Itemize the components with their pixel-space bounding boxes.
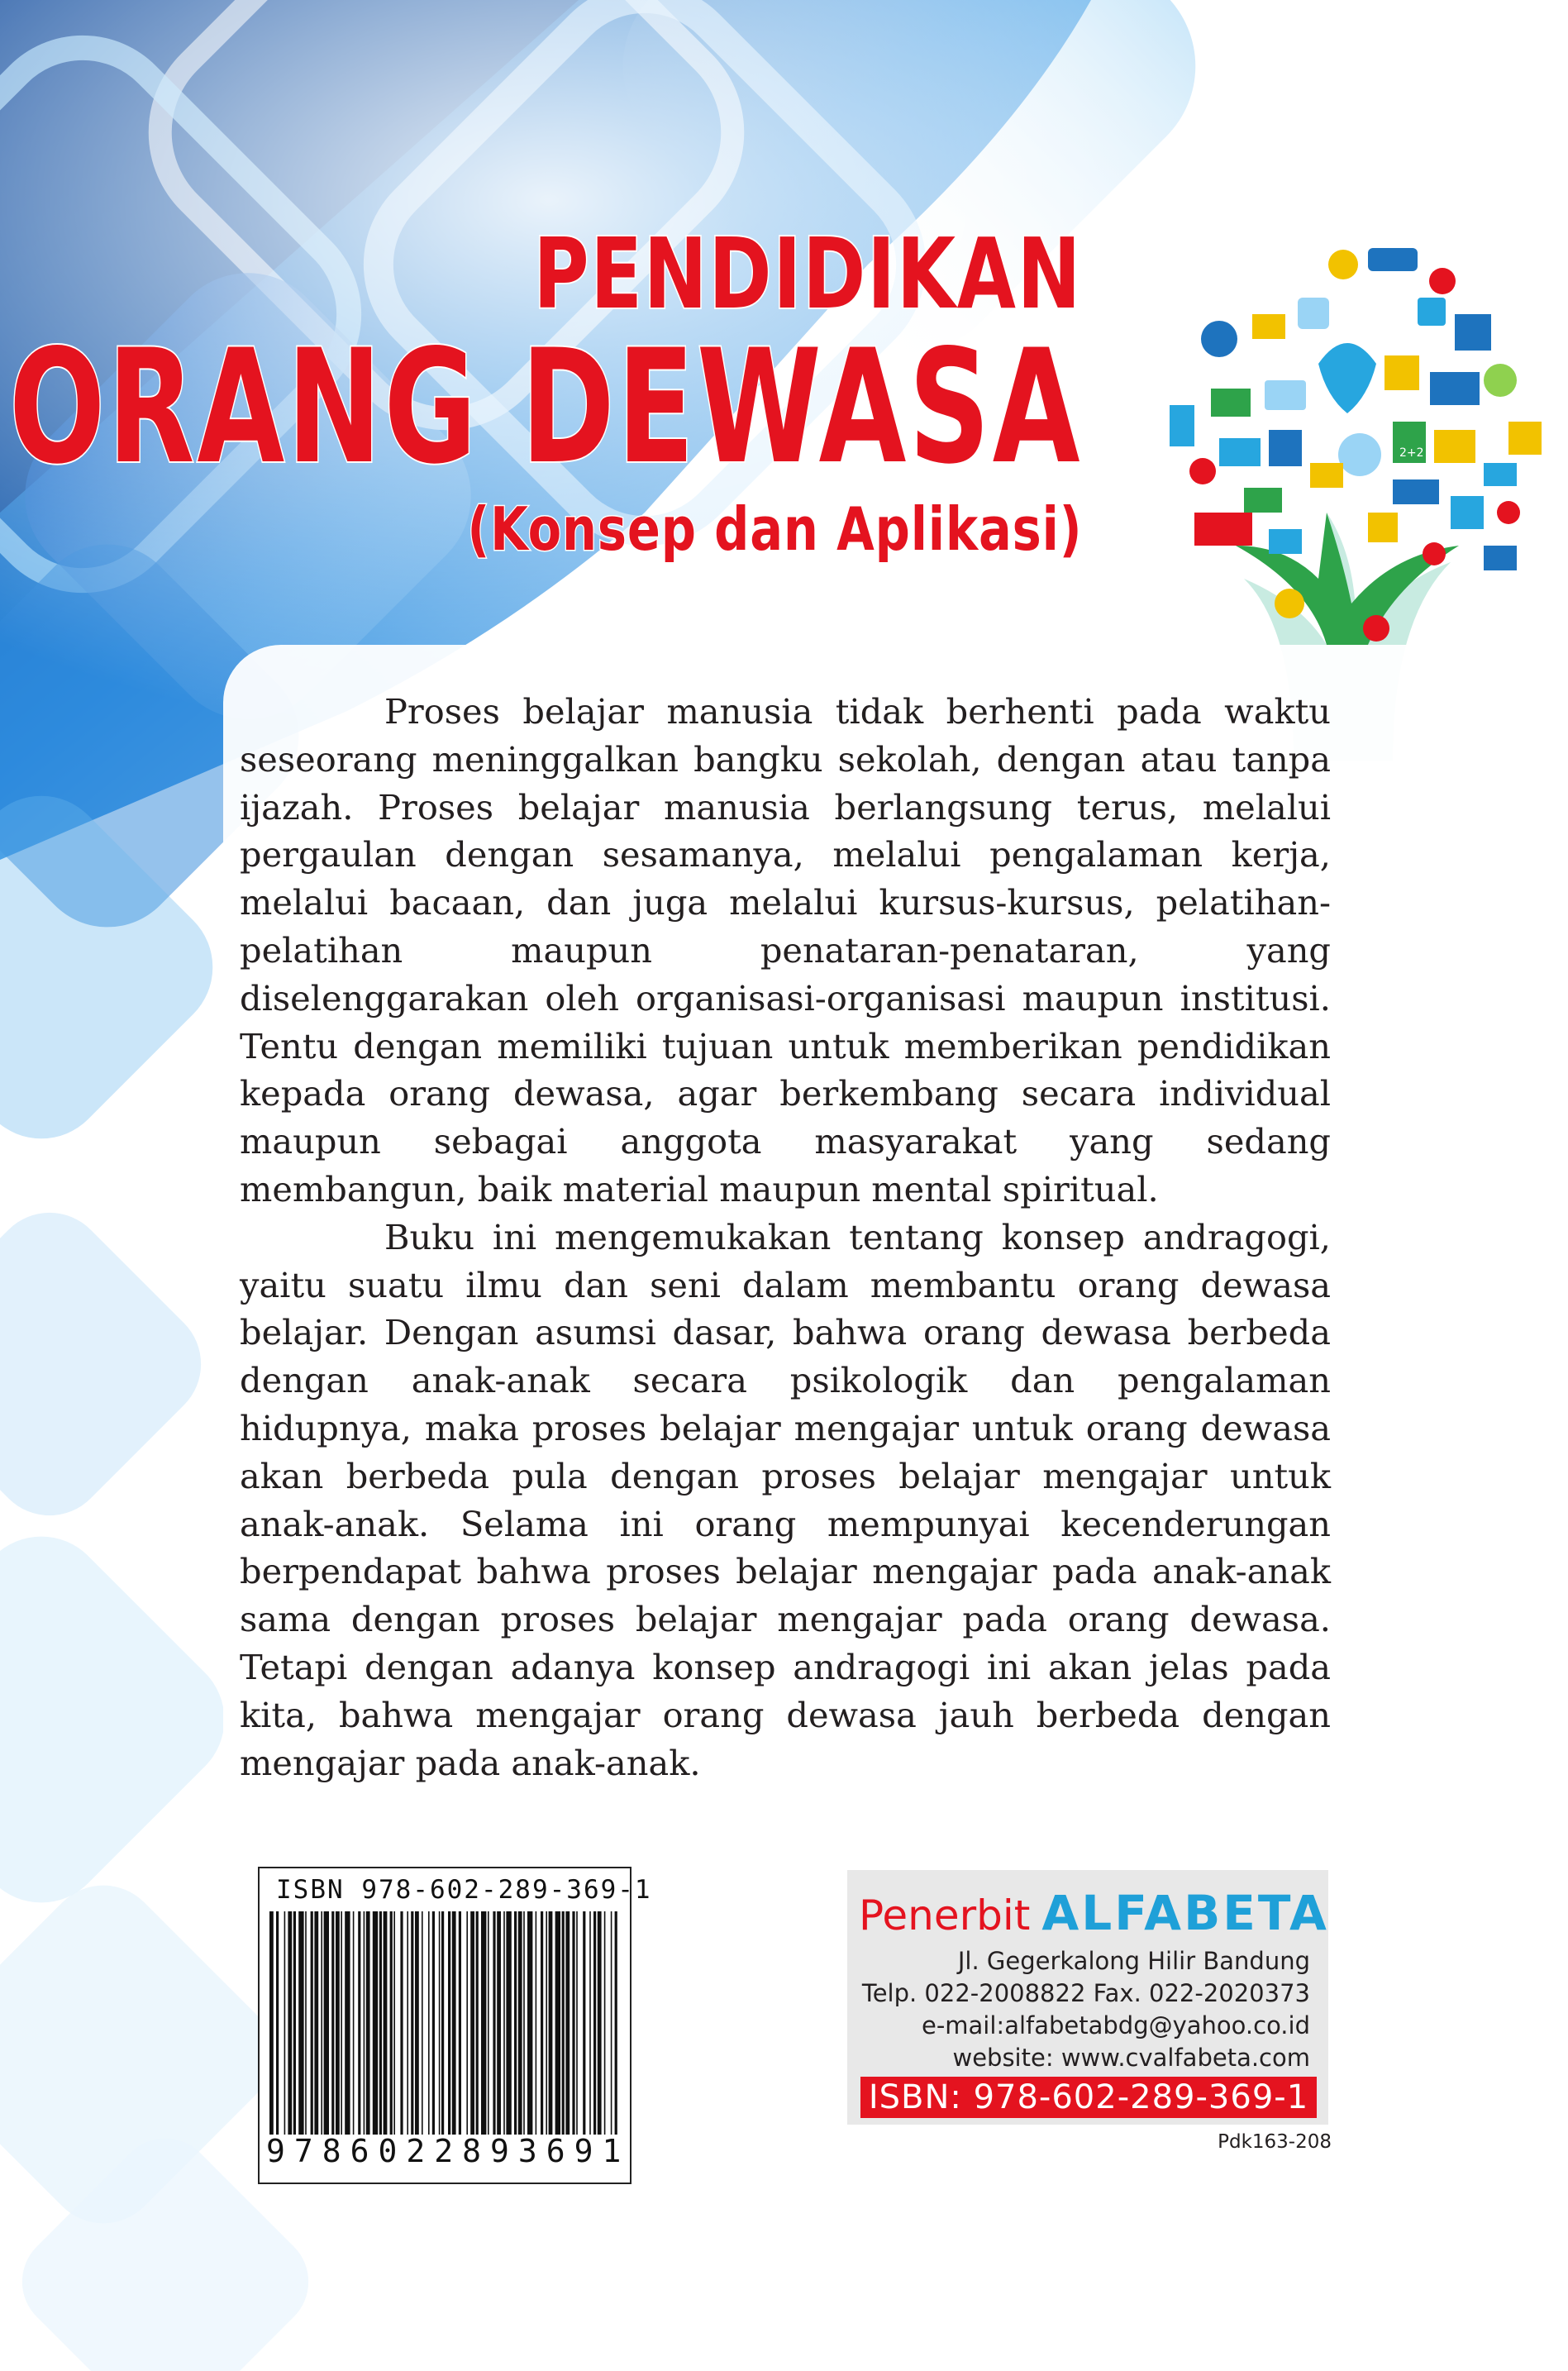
- barcode-bar: [466, 1911, 468, 2135]
- barcode-bar: [314, 1911, 318, 2135]
- barcode-bar: [615, 1911, 617, 2135]
- barcode-bar: [546, 1911, 547, 2135]
- barcode-bar: [497, 1911, 501, 2135]
- title-line-1: PENDIDIKAN: [533, 217, 1082, 331]
- synopsis-paragraph-2: Buku ini mengemukakan tentang konsep andragogi, yaitu suatu ilmu dan seni dalam membantu orang dewasa belajar. Dengan asumsi dasar, bahwa orang dewasa berbeda dengan anak-anak secara psikologik dan pengalaman hidupnya, maka proses belajar mengajar untuk orang dewasa akan berbeda pula dengan proses belajar mengajar untuk anak-anak. Selama ini orang mempunyai kecenderungan berpendapat bahwa proses belajar mengajar pada anak-anak sama dengan proses belajar mengajar pada orang dewasa. Tetapi dengan adanya konsep andragogi ini akan jelas pada kita, bahwa mengajar orang dewasa jauh berbeda dengan mengajar pada anak-anak.: [240, 1216, 1331, 1783]
- barcode-bar: [493, 1911, 495, 2135]
- publisher-isbn: ISBN: 978-602-289-369-1: [860, 2077, 1317, 2118]
- publisher-address: Jl. Gegerkalong Hilir Bandung: [957, 1947, 1310, 1975]
- synopsis-paragraph-1: Proses belajar manusia tidak berhenti pada waktu seseorang meninggalkan bangku sekolah, dengan atau tanpa ijazah. Proses belajar manusia berlangsung terus, melalui pergaulan dengan sesamanya, melalui pengalaman kerja, melalui bacaan, dan juga melalui kursus-kursus, pelatihan-pelatihan maupun penataran-penataran, yang diselenggarakan oleh organisasi-organisasi maupun institusi. Tentu dengan memiliki tujuan untuk memberikan pendidikan kepada orang dewasa, agar berkembang secara individual maupun sebagai anggota masyarakat yang sedang membangun, baik material maupun mental spiritual.: [240, 691, 1331, 1209]
- barcode-isbn-label: ISBN 978-602-289-369-1: [276, 1875, 652, 1905]
- barcode-bar: [576, 1911, 578, 2135]
- barcode-bar: [448, 1911, 450, 2135]
- barcode-bar: [305, 1911, 307, 2135]
- barcode-bar: [384, 1911, 388, 2135]
- barcode-bar: [293, 1911, 296, 2135]
- publisher-prefix: Penerbit: [859, 1892, 1031, 1939]
- barcode-bar: [562, 1911, 565, 2135]
- barcode-bar: [476, 1911, 479, 2135]
- publisher-box: [847, 1870, 1328, 2125]
- barcode-bar: [572, 1911, 574, 2135]
- barcode-bar: [324, 1911, 329, 2135]
- barcode-bar: [415, 1911, 419, 2135]
- barcode-bar: [345, 1911, 350, 2135]
- barcode-bar: [536, 1911, 537, 2135]
- barcode-bar: [523, 1911, 525, 2135]
- barcode-bar: [488, 1911, 489, 2135]
- isbn-barcode: [258, 1867, 652, 2184]
- barcode-bar: [428, 1911, 430, 2135]
- barcode-bar: [452, 1911, 456, 2135]
- barcode-bar: [321, 1911, 322, 2135]
- subtitle: (Konsep dan Aplikasi): [466, 494, 1082, 564]
- barcode-bar: [422, 1911, 423, 2135]
- barcode-bar: [284, 1911, 286, 2135]
- barcode-bar: [514, 1911, 517, 2135]
- barcode-bar: [506, 1911, 511, 2135]
- barcode-bar: [611, 1911, 612, 2135]
- barcode-bar: [441, 1911, 444, 2135]
- barcode-bar: [598, 1911, 602, 2135]
- barcode-bar: [439, 1911, 441, 2135]
- barcode-bar: [366, 1911, 370, 2135]
- barcode-digits: 9786022893691: [266, 2133, 631, 2169]
- barcode-bar: [311, 1911, 313, 2135]
- barcode-bar: [379, 1911, 382, 2135]
- barcode-bar: [373, 1911, 378, 2135]
- barcode-bar: [331, 1911, 334, 2135]
- publisher-name: ALFABETA: [1041, 1885, 1329, 1941]
- barcode-bar: [276, 1911, 279, 2135]
- barcode-bar: [555, 1911, 560, 2135]
- barcode-bar: [269, 1911, 274, 2135]
- publisher-phone: Telp. 022-2008822 Fax. 022-2020373: [861, 1979, 1310, 2007]
- barcode-bar: [364, 1911, 365, 2135]
- barcode-bar: [541, 1911, 543, 2135]
- barcode-bar: [336, 1911, 340, 2135]
- learning-icons-cluster: [1170, 248, 1542, 642]
- math-label: 2+2: [1399, 446, 1424, 460]
- barcode-bar: [503, 1911, 505, 2135]
- barcode-bar: [407, 1911, 408, 2135]
- barcode-bar: [565, 1911, 570, 2135]
- publisher-website: website: www.cvalfabeta.com: [952, 2044, 1310, 2072]
- barcode-bar: [298, 1911, 303, 2135]
- barcode-bar: [432, 1911, 435, 2135]
- publisher-heading: [859, 1885, 1329, 1941]
- barcode-bar: [358, 1911, 360, 2135]
- synopsis-text: [240, 688, 1331, 1787]
- barcode-bar: [604, 1911, 606, 2135]
- catalog-code: Pdk163-208: [1218, 2131, 1332, 2153]
- barcode-bar: [341, 1911, 342, 2135]
- publisher-email: e-mail:alfabetabdg@yahoo.co.id: [921, 2011, 1310, 2039]
- barcode-bar: [411, 1911, 413, 2135]
- barcode-bar: [470, 1911, 474, 2135]
- title-line-2: ORANG DEWASA: [8, 316, 1082, 499]
- barcode-bar: [288, 1911, 292, 2135]
- barcode-bar: [549, 1911, 553, 2135]
- barcode-bars: [266, 1911, 622, 2135]
- barcode-bar: [390, 1911, 393, 2135]
- barcode-bar: [353, 1911, 355, 2135]
- barcode-bar: [583, 1911, 585, 2135]
- barcode-bar: [527, 1911, 532, 2135]
- barcode-bar: [393, 1911, 395, 2135]
- barcode-bar: [400, 1911, 403, 2135]
- barcode-bar: [481, 1911, 486, 2135]
- barcode-bar: [518, 1911, 522, 2135]
- barcode-bar: [593, 1911, 596, 2135]
- barcode-bar: [459, 1911, 461, 2135]
- abc-label: ABC: [1223, 369, 1247, 382]
- barcode-bar: [589, 1911, 591, 2135]
